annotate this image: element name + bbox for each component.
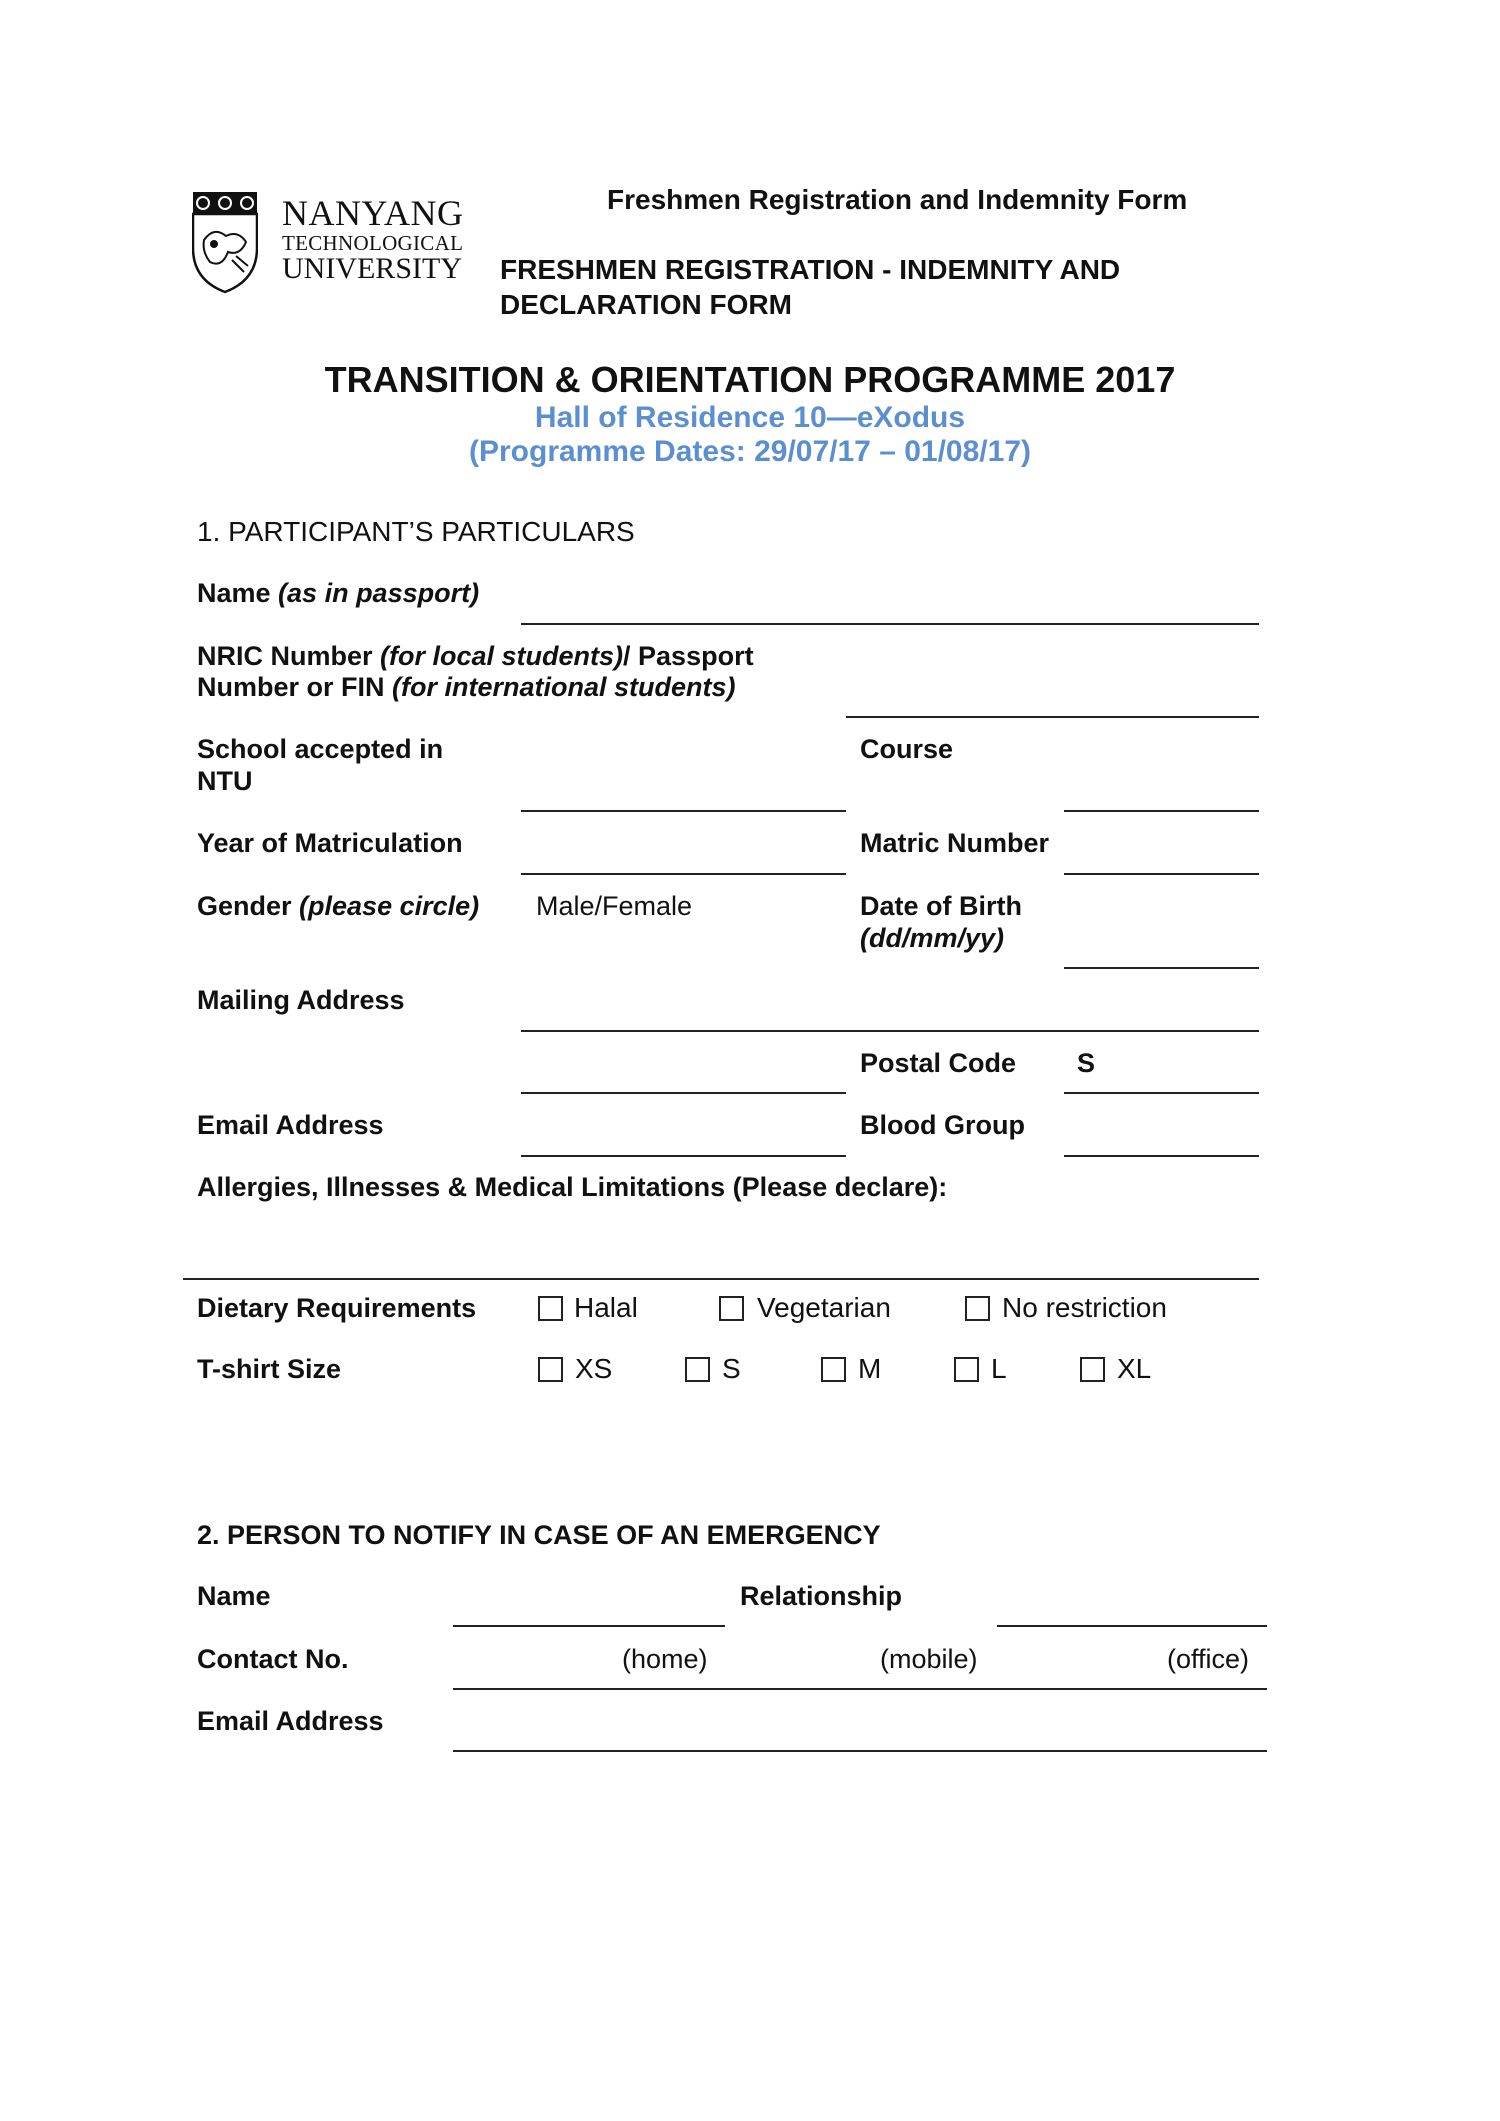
contact-home-label: (home) xyxy=(622,1644,708,1674)
nric-label-passport: / Passport xyxy=(623,641,754,671)
mailing-address-label: Mailing Address xyxy=(197,985,405,1015)
emergency-relationship-label: Relationship xyxy=(740,1581,903,1611)
tshirt-xl-label: XL xyxy=(1117,1353,1152,1384)
matric-number-label: Matric Number xyxy=(860,828,1050,858)
allergies-field[interactable] xyxy=(183,1278,1259,1280)
programme-title: TRANSITION & ORIENTATION PROGRAMME 2017 xyxy=(324,359,1176,400)
course-field[interactable] xyxy=(1064,810,1259,812)
postal-code-label: Postal Code xyxy=(860,1048,1017,1078)
dietary-halal-label: Halal xyxy=(574,1292,638,1323)
school-label-line2: NTU xyxy=(197,766,253,796)
school-field[interactable] xyxy=(521,810,846,812)
year-matriculation-label: Year of Matriculation xyxy=(197,828,463,858)
postal-code-prefix: S xyxy=(1077,1048,1096,1078)
ntu-logo xyxy=(192,190,472,294)
programme-hall: Hall of Residence 10—eXodus xyxy=(534,401,966,434)
name-field[interactable] xyxy=(521,623,1259,625)
emergency-name-label: Name xyxy=(197,1581,271,1611)
contact-mobile-label: (mobile) xyxy=(880,1644,978,1674)
tshirt-m-label: M xyxy=(858,1353,882,1384)
fin-label-text: Number or FIN xyxy=(197,672,393,702)
dob-field[interactable] xyxy=(1064,967,1259,969)
nric-field[interactable] xyxy=(846,716,1259,718)
school-label-line1: School accepted in xyxy=(197,734,444,764)
form-subtitle-line2: DECLARATION FORM xyxy=(500,289,792,320)
nric-label-note: (for local students) xyxy=(380,641,624,671)
course-label: Course xyxy=(860,734,954,764)
tshirt-m-checkbox[interactable] xyxy=(821,1357,846,1382)
tshirt-xs-label: XS xyxy=(575,1353,613,1384)
dietary-label: Dietary Requirements xyxy=(197,1293,477,1323)
mailing-address-field-2[interactable] xyxy=(521,1092,846,1094)
postal-code-field[interactable] xyxy=(1064,1092,1259,1094)
form-title: Freshmen Registration and Indemnity Form xyxy=(607,184,1188,215)
section1-heading: 1. PARTICIPANT’S PARTICULARS xyxy=(197,516,635,547)
dob-format-note: (dd/mm/yy) xyxy=(860,923,1005,953)
emergency-contact-field[interactable] xyxy=(453,1688,1267,1690)
name-label-text: Name xyxy=(197,578,279,608)
blood-group-label: Blood Group xyxy=(860,1110,1025,1140)
year-matriculation-field[interactable] xyxy=(521,873,846,875)
gender-label xyxy=(197,890,479,922)
programme-dates: (Programme Dates: 29/07/17 – 01/08/17) xyxy=(469,435,1031,468)
nric-label-line2 xyxy=(197,671,736,703)
tshirt-xl-checkbox[interactable] xyxy=(1080,1357,1105,1382)
nric-label-text: NRIC Number xyxy=(197,641,381,671)
allergies-label: Allergies, Illnesses & Medical Limitations (Please declare): xyxy=(197,1172,948,1202)
matric-number-field[interactable] xyxy=(1064,873,1259,875)
ntu-crest-icon xyxy=(192,190,258,294)
gender-label-note: (please circle) xyxy=(299,891,480,921)
name-label xyxy=(197,577,479,609)
form-subtitle-line1: FRESHMEN REGISTRATION - INDEMNITY AND xyxy=(500,254,1121,285)
blood-group-field[interactable] xyxy=(1064,1155,1259,1157)
tshirt-l-checkbox[interactable] xyxy=(954,1357,979,1382)
dietary-vegetarian-checkbox[interactable] xyxy=(719,1296,744,1321)
section2-heading: 2. PERSON TO NOTIFY IN CASE OF AN EMERGENCY xyxy=(197,1520,881,1550)
emergency-contact-label: Contact No. xyxy=(197,1644,349,1674)
logo-wordmark-line2: TECHNOLOGICAL xyxy=(282,231,464,255)
logo-wordmark-line3: UNIVERSITY xyxy=(282,252,462,285)
dietary-vegetarian-label: Vegetarian xyxy=(757,1292,891,1323)
email-address-label: Email Address xyxy=(197,1110,384,1140)
dietary-halal-checkbox[interactable] xyxy=(538,1296,563,1321)
fin-label-note: (for international students) xyxy=(392,672,736,702)
contact-office-label: (office) xyxy=(1167,1644,1250,1674)
tshirt-xs-checkbox[interactable] xyxy=(538,1357,563,1382)
emergency-relationship-field[interactable] xyxy=(997,1625,1267,1627)
tshirt-s-label: S xyxy=(722,1353,741,1384)
dob-label: Date of Birth xyxy=(860,891,1022,921)
mailing-address-field-1[interactable] xyxy=(521,1030,1259,1032)
tshirt-l-label: L xyxy=(991,1353,1007,1384)
tshirt-s-checkbox[interactable] xyxy=(685,1357,710,1382)
gender-options[interactable]: Male/Female xyxy=(536,891,693,921)
name-label-note: (as in passport) xyxy=(278,578,480,608)
email-address-field[interactable] xyxy=(521,1155,846,1157)
logo-wordmark-line1: NANYANG xyxy=(282,193,464,233)
tshirt-size-label: T-shirt Size xyxy=(197,1354,342,1384)
emergency-email-field[interactable] xyxy=(453,1750,1267,1752)
emergency-email-label: Email Address xyxy=(197,1706,384,1736)
nric-label-line1 xyxy=(197,640,754,672)
dietary-no-restriction-label: No restriction xyxy=(1002,1292,1167,1323)
emergency-name-field[interactable] xyxy=(453,1625,725,1627)
dietary-no-restriction-checkbox[interactable] xyxy=(965,1296,990,1321)
gender-label-text: Gender xyxy=(197,891,300,921)
